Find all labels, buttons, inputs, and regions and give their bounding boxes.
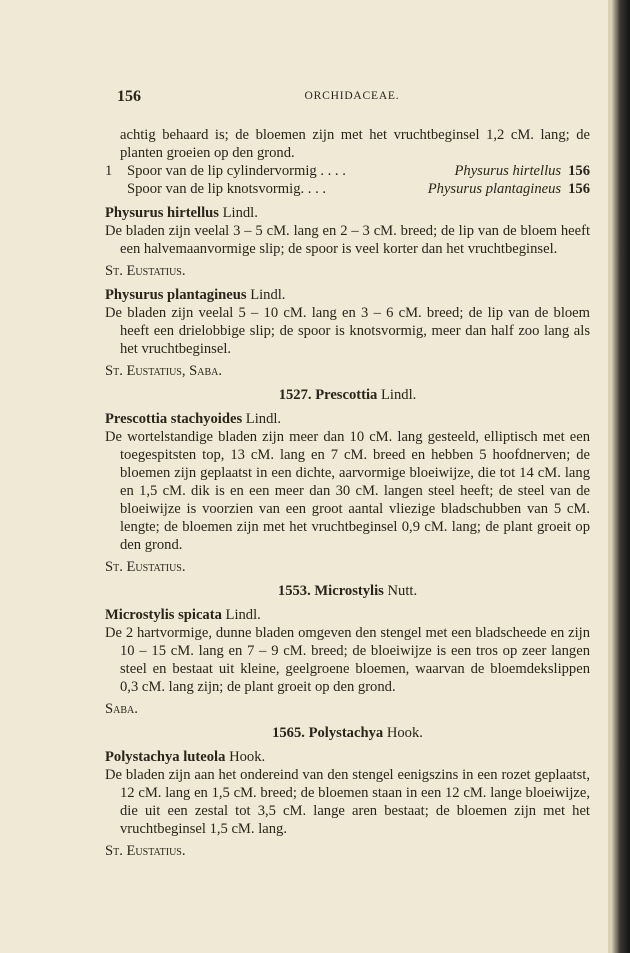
- species-heading: Prescottia stachyoides Lindl.: [105, 411, 282, 427]
- locality: St. Eustatius.: [105, 843, 186, 859]
- key-text: Spoor van de lip cylindervormig . . . .: [127, 163, 346, 179]
- book-binding: [612, 0, 630, 953]
- species-description: De bladen zijn veelal 3 – 5 cM. lang en 2 – 3 cM. breed; de lip van de bloem heeft een halvemaanvormige slip; de spoor is veel korter dan het vruchtbeginsel.: [105, 223, 590, 257]
- key-number: 1: [105, 163, 113, 179]
- locality: Saba.: [105, 701, 138, 717]
- species-heading: Physurus hirtellus Lindl.: [105, 205, 258, 221]
- species-description: De wortelstandige bladen zijn meer dan 10 cM. lang gesteeld, elliptisch met een toegespitsten top, 13 cM. lang en 7 cM. breed en hebben 5 hoofdnerven; de bloemen zijn geplaatst in een dichte, aarvormige bloeiwijze, die tot 14 cM. lang en 1,5 cM. dik is en een meer dan 30 cM. langen steel heeft; de steel van de bloeiwijze is voorzien van een groot aantal vliezige bladschubben van 5 cM. lengte; de bloemen zijn met het vruchtbeginsel 0,9 cM. lang; de plant groeit op den grond.: [105, 429, 590, 553]
- running-head: ORCHIDACEAE.: [304, 90, 400, 102]
- key-target: Physurus hirtellus 156: [454, 163, 590, 179]
- species-heading: Microstylis spicata Lindl.: [105, 607, 261, 623]
- species-description: De 2 hartvormige, dunne bladen omgeven den stengel met een bladscheede en zijn 10 – 15 cM. lang en 7 – 9 cM. breed; de bloeiwijze is een tros op zeer langen steel en bestaat uit kleine, geelgroene bloemen, waarvan de bloemdekslippen 0,3 cM. lang zijn; de plant groeit op den grond.: [105, 625, 590, 695]
- genus-heading: 1527. Prescottia Lindl.: [278, 387, 417, 403]
- page-content: [105, 126, 590, 860]
- genus-heading: 1565. Polystachya Hook.: [272, 725, 423, 741]
- key-line: [105, 180, 590, 198]
- species-description: De bladen zijn veelal 5 – 10 cM. lang en 3 – 6 cM. breed; de lip van de bloem heeft een drielobbige slip; de spoor is knotsvormig, meer dan half zoo lang als het vruchtbeginsel.: [105, 305, 590, 357]
- locality: St. Eustatius, Saba.: [105, 363, 223, 379]
- key-text: Spoor van de lip knotsvormig. . . .: [127, 181, 327, 197]
- page-number: 156: [117, 88, 141, 105]
- intro-text: achtig behaard is; de bloemen zijn met het vruchtbeginsel 1,2 cM. lang; de planten groeien op den grond.: [120, 127, 590, 161]
- page-header: [117, 88, 589, 110]
- species-description: De bladen zijn aan het ondereind van den stengel eenigszins in een rozet geplaatst, 12 cM. lang en 1,5 cM. breed; de bloemen staan in een 12 cM. lange bloeiwijze, die uit een zestal tot 3,5 cM. lange aren bestaat; de bloemen zijn met het vruchtbeginsel 1,5 cM. lang.: [105, 767, 590, 837]
- genus-heading: 1553. Microstylis Nutt.: [277, 583, 418, 599]
- identification-key: [105, 162, 590, 198]
- locality: St. Eustatius.: [105, 559, 186, 575]
- key-target: Physurus plantagineus 156: [427, 181, 590, 197]
- locality: St. Eustatius.: [105, 263, 186, 279]
- species-heading: Physurus plantagineus Lindl.: [105, 287, 286, 303]
- species-heading: Polystachya luteola Hook.: [105, 749, 266, 765]
- key-line: [105, 162, 590, 180]
